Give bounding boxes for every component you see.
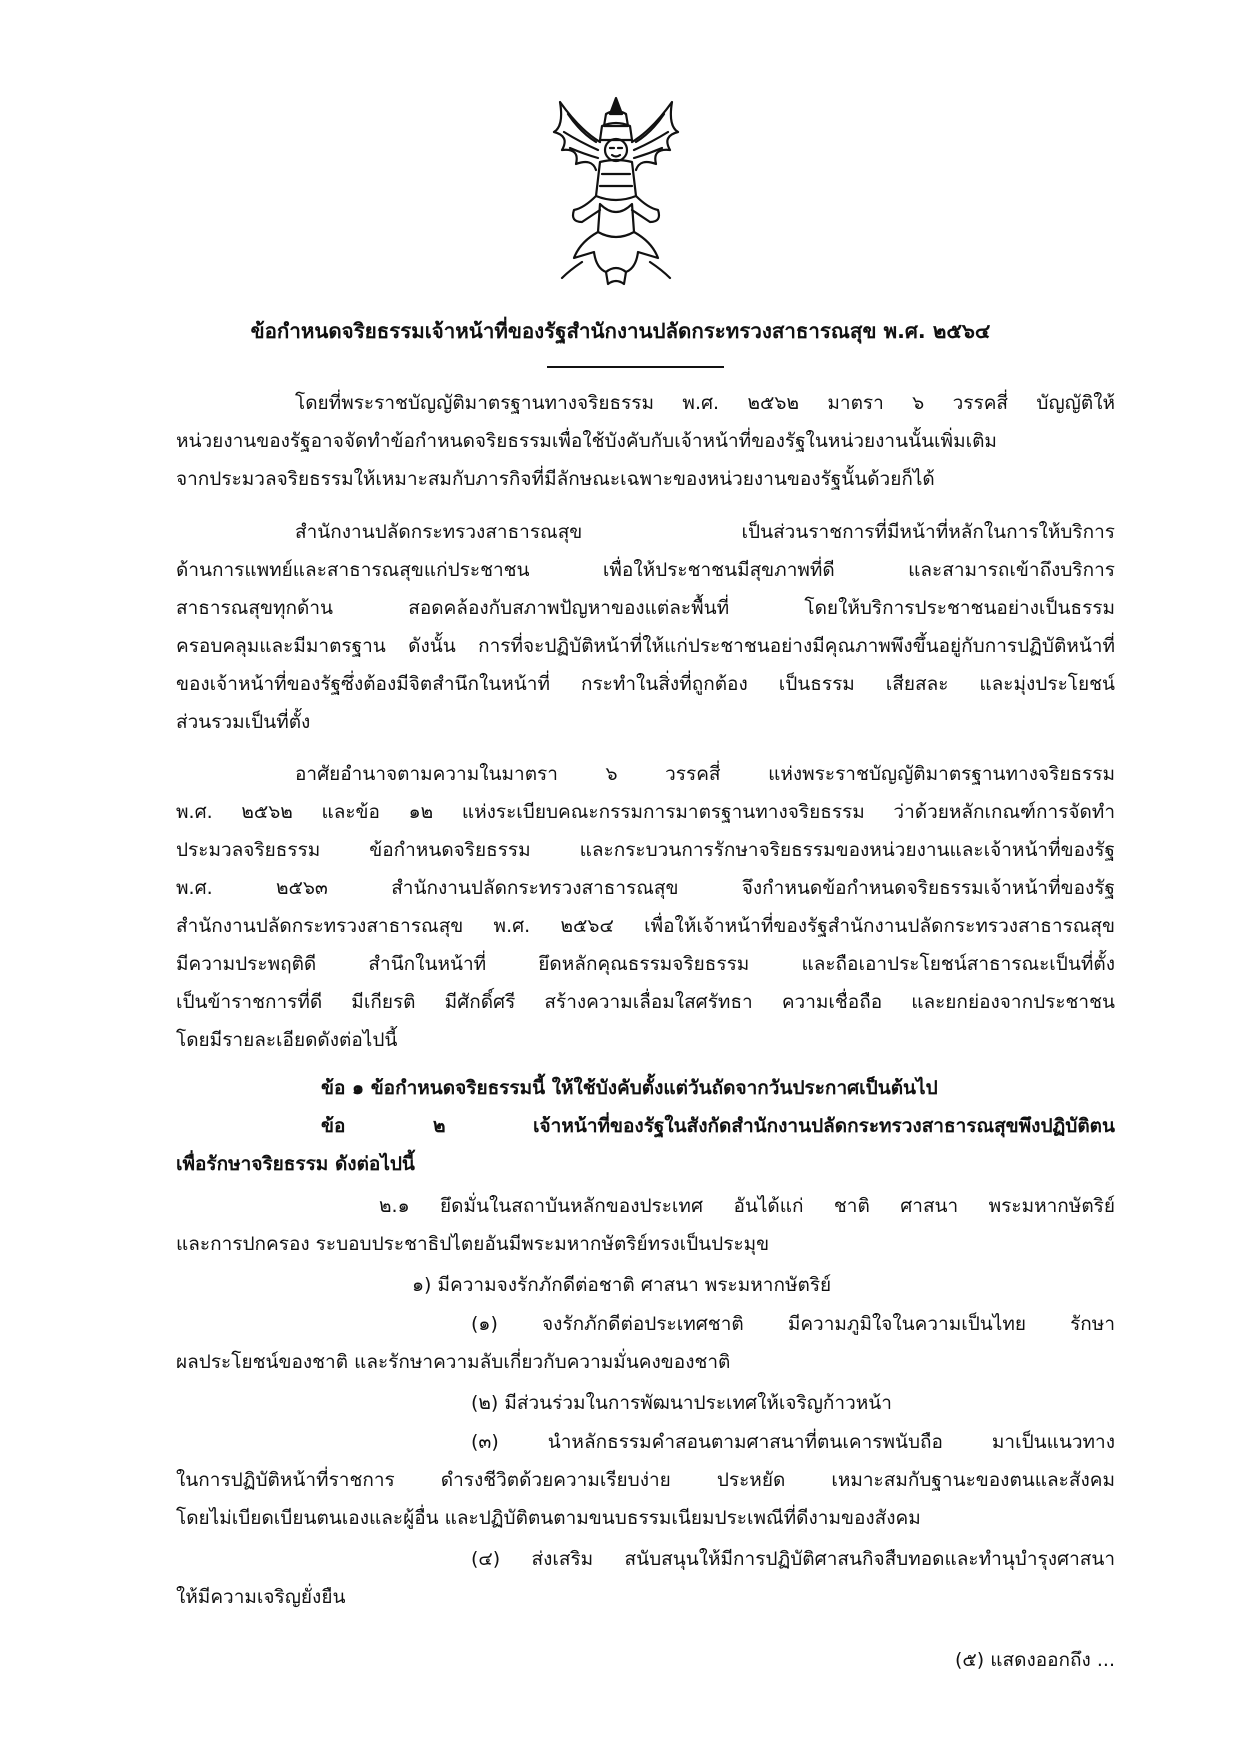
paragraph-3-line: มีความประพฤติดี สำนึกในหน้าที่ ยึดหลักคุณธรรมจริยธรรม และถือเอาประโยชน์สาธารณะเป็นที่ตั้ง [176,953,1115,975]
continuation-note: (๕) แสดงออกถึง ... [955,1649,1115,1671]
paragraph-2-line: ด้านการแพทย์และสาธารณสุขแก่ประชาชน เพื่อให้ประชาชนมีสุขภาพที่ดี และสามารถเข้าถึงบริการ [176,559,1115,581]
paragraph-3-line: สำนักงานปลัดกระทรวงสาธารณสุข พ.ศ. ๒๕๖๔ เพื่อให้เจ้าหน้าที่ของรัฐสำนักงานปลัดกระทรวงสาธารณสุข [176,915,1115,937]
paragraph-2-line: สำนักงานปลัดกระทรวงสาธารณสุข เป็นส่วนราชการที่มีหน้าที่หลักในการให้บริการ [295,521,1115,543]
sub-item-1-1-line: (๑) จงรักภักดีต่อประเทศชาติ มีความภูมิใจในความเป็นไทย รักษา [471,1313,1115,1335]
sub-item-1: ๑) มีความจงรักภักดีต่อชาติ ศาสนา พระมหากษัตริย์ [412,1274,832,1296]
document-title: ข้อกำหนดจริยธรรมเจ้าหน้าที่ของรัฐสำนักงานปลัดกระทรวงสาธารณสุข พ.ศ. ๒๕๖๔ [250,319,991,343]
sub-item-1-3-line: ในการปฏิบัติหน้าที่ราชการ ดำรงชีวิตด้วยความเรียบง่าย ประหยัด เหมาะสมกับฐานะของตนและสังคม [176,1469,1115,1491]
paragraph-2-line: ครอบคลุมและมีมาตรฐาน ดังนั้น การที่จะปฏิบัติหน้าที่ให้แก่ประชาชนอย่างมีคุณภาพพึงขึ้นอยู่กับการปฏิบัติหน้าที่ [176,635,1115,657]
paragraph-3-line: เป็นข้าราชการที่ดี มีเกียรติ มีศักดิ์ศรี สร้างความเลื่อมใสศรัทธา ความเชื่อถือ และยกย่องจากประชาชน [176,991,1115,1013]
paragraph-2-line: ส่วนรวมเป็นที่ตั้ง [176,711,311,733]
sub-item-1-4-line: ให้มีความเจริญยั่งยืน [176,1586,346,1608]
item-2-1-line: ๒.๑ ยึดมั่นในสถาบันหลักของประเทศ อันได้แก่ ชาติ ศาสนา พระมหากษัตริย์ [379,1195,1115,1217]
paragraph-3-line: พ.ศ. ๒๕๖๒ และข้อ ๑๒ แห่งระเบียบคณะกรรมการมาตรฐานทางจริยธรรม ว่าด้วยหลักเกณฑ์การจัดทำ [176,801,1115,823]
clause-2-line: ข้อ ๒ เจ้าหน้าที่ของรัฐในสังกัดสำนักงานปลัดกระทรวงสาธารณสุขพึงปฏิบัติตน [321,1115,1115,1137]
item-2-1-line: และการปกครอง ระบอบประชาธิปไตยอันมีพระมหากษัตริย์ทรงเป็นประมุข [176,1233,770,1255]
paragraph-1-line: หน่วยงานของรัฐอาจจัดทำข้อกำหนดจริยธรรมเพื่อใช้บังคับกับเจ้าหน้าที่ของรัฐในหน่วยงานนั้นเพิ่มเติม [176,430,997,452]
sub-item-1-3-line: (๓) นำหลักธรรมคำสอนตามศาสนาที่ตนเคารพนับถือ มาเป็นแนวทาง [471,1431,1115,1453]
paragraph-3-line: อาศัยอำนาจตามความในมาตรา ๖ วรรคสี่ แห่งพระราชบัญญัติมาตรฐานทางจริยธรรม [295,763,1115,785]
paragraph-3-line: โดยมีรายละเอียดดังต่อไปนี้ [176,1029,398,1051]
sub-item-1-1-line: ผลประโยชน์ของชาติ และรักษาความลับเกี่ยวกับความมั่นคงของชาติ [176,1351,731,1373]
paragraph-2-line: ของเจ้าหน้าที่ของรัฐซึ่งต้องมีจิตสำนึกในหน้าที่ กระทำในสิ่งที่ถูกต้อง เป็นธรรม เสียสละ และมุ่งประโยชน์ [176,673,1115,695]
clause-1: ข้อ ๑ ข้อกำหนดจริยธรรมนี้ ให้ใช้บังคับตั้งแต่วันถัดจากวันประกาศเป็นต้นไป [321,1077,938,1099]
clause-2-line: เพื่อรักษาจริยธรรม ดังต่อไปนี้ [176,1153,415,1175]
title-underline [547,366,724,368]
sub-item-1-3-line: โดยไม่เบียดเบียนตนเองและผู้อื่น และปฏิบัติตนตามขนบธรรมเนียมประเพณีที่ดีงามของสังคม [176,1507,921,1529]
paragraph-1-line: จากประมวลจริยธรรมให้เหมาะสมกับภารกิจที่มีลักษณะเฉพาะของหน่วยงานของรัฐนั้นด้วยก็ได้ [176,468,935,490]
paragraph-3-line: ประมวลจริยธรรม ข้อกำหนดจริยธรรม และกระบวนการรักษาจริยธรรมของหน่วยงานและเจ้าหน้าที่ของรัฐ [176,839,1115,861]
sub-item-1-4-line: (๔) ส่งเสริม สนับสนุนให้มีการปฏิบัติศาสนกิจสืบทอดและทำนุบำรุงศาสนา [471,1548,1115,1570]
sub-item-1-2: (๒) มีส่วนร่วมในการพัฒนาประเทศให้เจริญก้าวหน้า [471,1392,892,1414]
paragraph-3-line: พ.ศ. ๒๕๖๓ สำนักงานปลัดกระทรวงสาธารณสุข จึงกำหนดข้อกำหนดจริยธรรมเจ้าหน้าที่ของรัฐ [176,877,1115,899]
paragraph-2-line: สาธารณสุขทุกด้าน สอดคล้องกับสภาพปัญหาของแต่ละพื้นที่ โดยให้บริการประชาชนอย่างเป็นธรรม [176,597,1115,619]
paragraph-1-line: โดยที่พระราชบัญญัติมาตรฐานทางจริยธรรม พ.ศ. ๒๕๖๒ มาตรา ๖ วรรคสี่ บัญญัติให้ [295,392,1115,414]
garuda-emblem-icon [540,92,692,288]
